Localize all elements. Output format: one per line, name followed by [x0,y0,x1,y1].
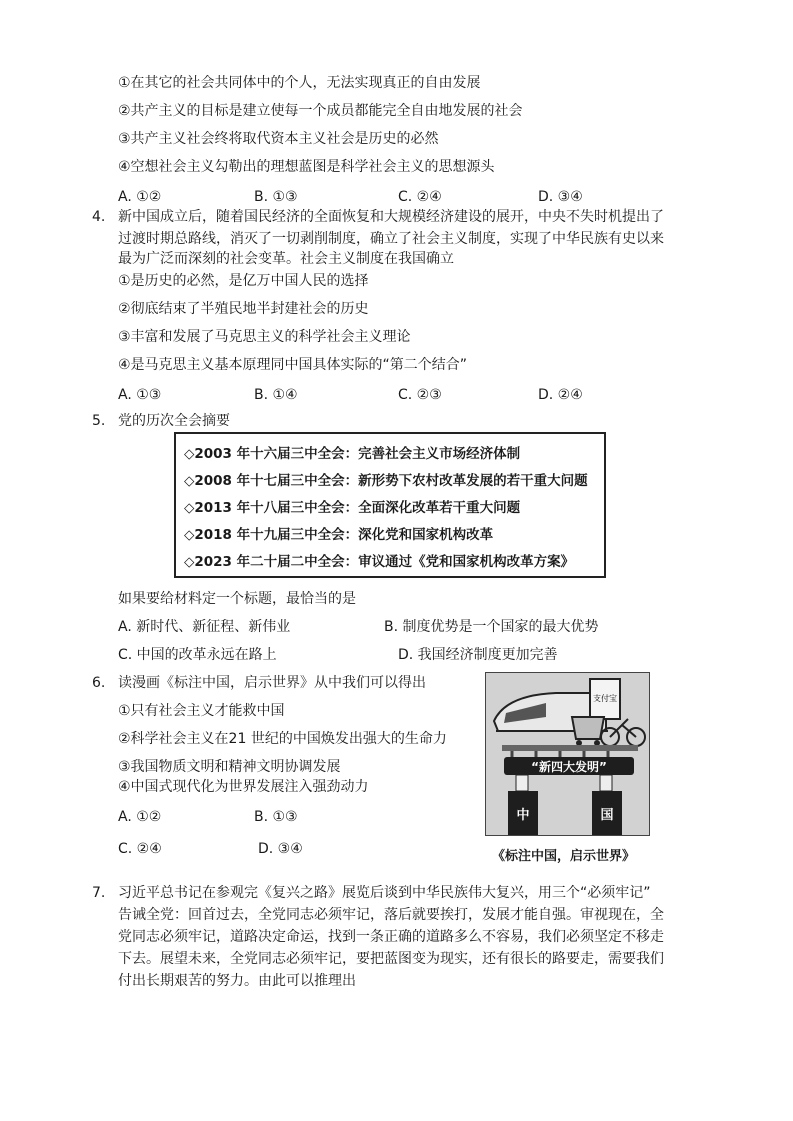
q4-stem-line-1: 新中国成立后，随着国民经济的全面恢复和大规模经济建设的展开，中央不失时机提出了 [118,209,664,225]
q4-option-2: ②彻底结束了半殖民地半封建社会的历史 [118,301,369,317]
q4-option-1: ①是历史的必然，是亿万中国人民的选择 [118,273,369,289]
cartoon-illustration [486,673,649,835]
q7-line-1: 习近平总书记在参观完《复兴之路》展览后谈到中华民族伟大复兴，用三个“必须牢记” [118,885,651,901]
q6-stem: 读漫画《标注中国，启示世界》从中我们可以得出 [118,675,426,691]
q6-option-3: ③我国物质文明和精神文明协调发展 [118,759,341,775]
q3-choice-d: D. ③④ [538,189,583,205]
q4-stem-line-3: 最为广泛而深刻的社会变革。社会主义制度在我国确立 [118,251,454,267]
q5-box-line-1: ◇2003 年十六届三中全会：完善社会主义市场经济体制 [184,446,521,462]
q6-option-1: ①只有社会主义才能救中国 [118,703,285,719]
q6-option-2: ②科学社会主义在21 世纪的中国焕发出强大的生命力 [118,731,447,747]
cartoon-sign-text: 支付宝 [593,694,617,703]
q6-choice-b: B. ①③ [254,809,298,825]
q4-choice-d: D. ②④ [538,387,583,403]
q4-option-4: ④是马克思主义基本原理同中国具体实际的“第二个结合” [118,357,468,373]
cartoon-caption: 《标注中国，启示世界》 [492,849,636,864]
q4-choice-c: C. ②③ [398,387,442,403]
q3-choice-a: A. ①② [118,189,162,205]
cartoon-image [485,672,650,836]
q5-box-line-3: ◇2013 年十八届三中全会：全面深化改革若干重大问题 [184,500,521,516]
q6-choice-a: A. ①② [118,809,162,825]
q3-option-1: ①在其它的社会共同体中的个人，无法实现真正的自由发展 [118,75,481,91]
q5-number: 5. [92,413,106,429]
q6-choice-c: C. ②④ [118,841,162,857]
cartoon-banner-text: “新四大发明” [531,760,607,774]
q4-option-3: ③丰富和发展了马克思主义的科学社会主义理论 [118,329,411,345]
q6-option-4: ④中国式现代化为世界发展注入强劲动力 [118,779,369,795]
q5-choice-d: D. 我国经济制度更加完善 [398,647,558,663]
q6-number: 6. [92,675,106,691]
q5-choice-a: A. 新时代、新征程、新伟业 [118,619,291,635]
q3-option-2: ②共产主义的目标是建立使每一个成员都能完全自由地发展的社会 [118,103,523,119]
cartoon-left-label: 中 [516,808,530,823]
cartoon-right-label: 国 [600,808,614,823]
q6-choice-d: D. ③④ [258,841,303,857]
q5-question: 如果要给材料定一个标题，最恰当的是 [118,591,356,607]
q7-number: 7. [92,885,106,901]
q4-choice-a: A. ①③ [118,387,162,403]
q3-choice-b: B. ①③ [254,189,298,205]
q7-line-4: 下去。展望未来，全党同志必须牢记，要把蓝图变为现实，还有很长的路要走，需要我们 [118,951,664,967]
q3-option-3: ③共产主义社会终将取代资本主义社会是历史的必然 [118,131,439,147]
q5-box-line-4: ◇2018 年十九届三中全会：深化党和国家机构改革 [184,527,494,543]
q4-stem-line-2: 过渡时期总路线，消灭了一切剥削制度，确立了社会主义制度，实现了中华民族有史以来 [118,231,664,247]
q5-material-box [174,432,606,578]
q7-line-2: 告诫全党：回首过去，全党同志必须牢记，落后就要挨打，发展才能自强。审视现在，全 [118,907,664,923]
q5-choice-c: C. 中国的改革永远在路上 [118,647,277,663]
q5-box-line-2: ◇2008 年十七届三中全会：新形势下农村改革发展的若干重大问题 [184,473,588,489]
q5-stem: 党的历次全会摘要 [118,413,230,429]
q7-line-5: 付出长期艰苦的努力。由此可以推理出 [118,973,356,989]
q3-option-4: ④空想社会主义勾勒出的理想蓝图是科学社会主义的思想源头 [118,159,495,175]
q3-choice-c: C. ②④ [398,189,442,205]
q5-choice-b: B. 制度优势是一个国家的最大优势 [384,619,599,635]
q4-choice-b: B. ①④ [254,387,298,403]
q4-number: 4. [92,209,106,225]
q7-line-3: 党同志必须牢记，道路决定命运，找到一条正确的道路多么不容易，我们必须坚定不移走 [118,929,664,945]
q5-box-line-5: ◇2023 年二十届二中全会：审议通过《党和国家机构改革方案》 [184,554,575,570]
